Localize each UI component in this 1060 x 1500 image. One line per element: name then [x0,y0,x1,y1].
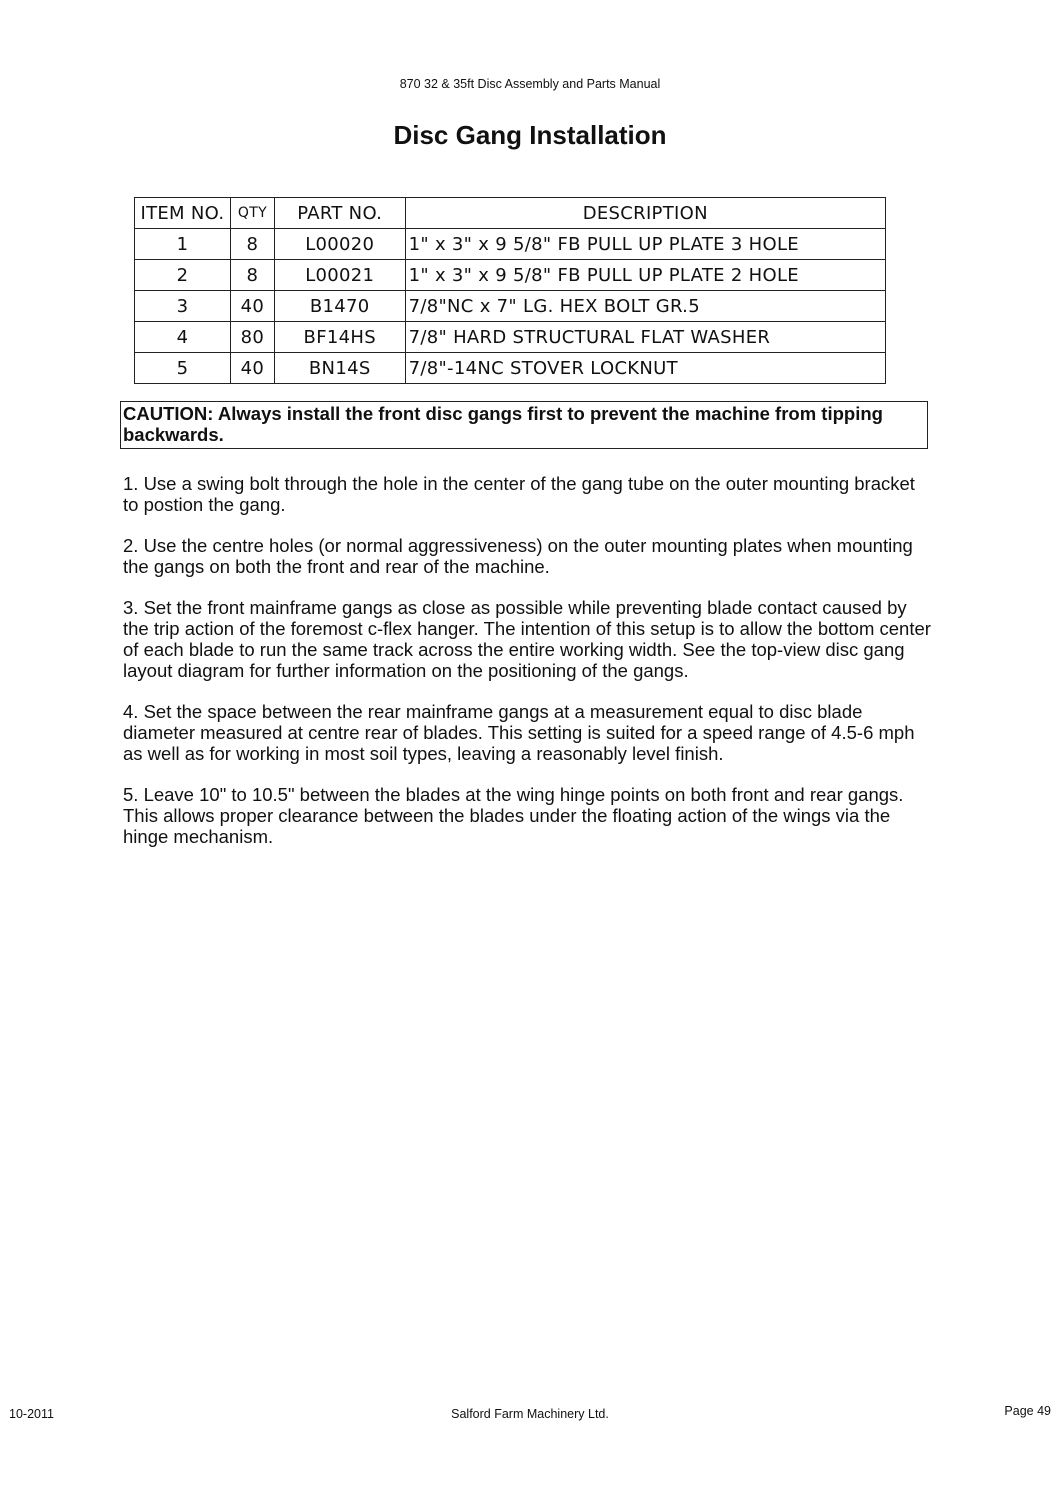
description-cell: 7/8"-14NC STOVER LOCKNUT [405,353,885,384]
column-header-qty: QTY [230,198,274,229]
item-no-cell: 1 [135,229,231,260]
part-no-cell: L00021 [274,260,405,291]
qty-cell: 8 [230,229,274,260]
part-no-cell: BF14HS [274,322,405,353]
instruction-step-1: 1. Use a swing bolt through the hole in the center of the gang tube on the outer mounting bracket to postion the gang. [123,473,915,515]
table-row [135,353,886,384]
description-cell: 7/8" HARD STRUCTURAL FLAT WASHER [405,322,885,353]
qty-cell: 80 [230,322,274,353]
table-row [135,229,886,260]
instruction-step-4: 4. Set the space between the rear mainframe gangs at a measurement equal to disc blade diameter measured at centre rear of blades. This setting is suited for a speed range of 4.5-6 mph as well as for working in most soil types, leaving a reasonably level finish. [123,701,915,764]
instruction-step-3: 3. Set the front mainframe gangs as close as possible while preventing blade contact caused by the trip action of the foremost c-flex hanger. The intention of this setup is to allow the bottom center of each blade to run the same track across the entire working width. See the top-view disc gang layout diagram for further information on the positioning of the gangs. [123,597,931,681]
parts-table-header-row [135,198,886,229]
qty-cell: 8 [230,260,274,291]
qty-cell: 40 [230,291,274,322]
page-title: Disc Gang Installation [393,120,667,150]
footer-date: 10-2011 [9,1407,54,1421]
parts-table [134,197,886,384]
footer-company: Salford Farm Machinery Ltd. [451,1407,609,1421]
column-header-description: DESCRIPTION [405,198,885,229]
description-cell: 1" x 3" x 9 5/8" FB PULL UP PLATE 2 HOLE [405,260,885,291]
table-row [135,260,886,291]
instruction-steps [123,473,933,867]
description-cell: 1" x 3" x 9 5/8" FB PULL UP PLATE 3 HOLE [405,229,885,260]
column-header-item-no: ITEM NO. [135,198,231,229]
column-header-part-no: PART NO. [274,198,405,229]
item-no-cell: 4 [135,322,231,353]
part-no-cell: B1470 [274,291,405,322]
part-no-cell: BN14S [274,353,405,384]
instruction-step-5: 5. Leave 10" to 10.5" between the blades at the wing hinge points on both front and rear gangs. This allows proper clearance between the blades under the floating action of the wings via the hinge mechanism. [123,784,904,847]
caution-box: CAUTION: Always install the front disc gangs first to prevent the machine from tipping backwards. [120,401,928,449]
table-row [135,322,886,353]
qty-cell: 40 [230,353,274,384]
item-no-cell: 2 [135,260,231,291]
manual-header: 870 32 & 35ft Disc Assembly and Parts Manual [399,77,661,91]
item-no-cell: 3 [135,291,231,322]
page-number: Page 49 [1004,1404,1051,1418]
item-no-cell: 5 [135,353,231,384]
description-cell: 7/8"NC x 7" LG. HEX BOLT GR.5 [405,291,885,322]
table-row [135,291,886,322]
instruction-step-2: 2. Use the centre holes (or normal aggressiveness) on the outer mounting plates when mounting the gangs on both the front and rear of the machine. [123,535,913,577]
part-no-cell: L00020 [274,229,405,260]
